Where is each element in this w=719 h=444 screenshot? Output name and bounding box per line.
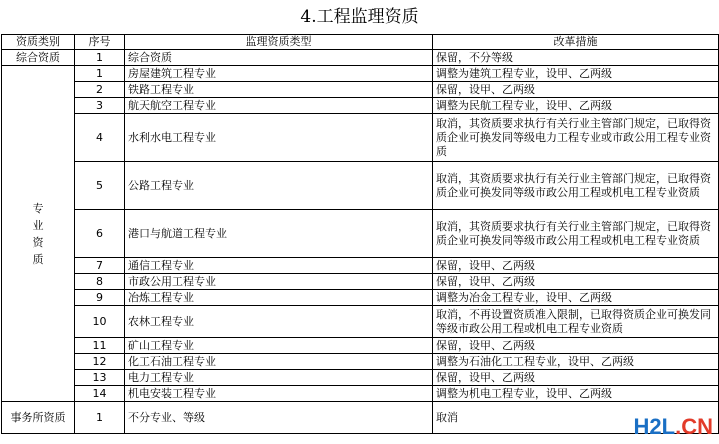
row-number: 9 [75,290,125,306]
category-label: 专业资质 [32,201,44,266]
row-number: 1 [75,66,125,82]
table-row [2,50,719,66]
header-category: 资质类别 [2,35,75,50]
qualification-type: 公路工程专业 [125,162,433,210]
qualification-type: 冶炼工程专业 [125,290,433,306]
qualification-type: 水利水电工程专业 [125,114,433,162]
table-row [2,370,719,386]
reform-measure: 调整为石油化工工程专业，设甲、乙两级 [433,354,719,370]
table-row [2,274,719,290]
reform-measure: 保留，设甲、乙两级 [433,274,719,290]
table-row [2,66,719,82]
row-number: 1 [75,402,125,434]
category-label: 事务所资质 [10,410,66,424]
row-number: 6 [75,210,125,258]
category-label: 综合资质 [16,50,60,64]
table-row [2,290,719,306]
row-number: 11 [75,338,125,354]
row-number: 12 [75,354,125,370]
qualification-type: 港口与航道工程专业 [125,210,433,258]
table-row [2,386,719,402]
table-row [2,82,719,98]
table-row [2,258,719,274]
row-number: 7 [75,258,125,274]
reform-measure: 保留，不分等级 [433,50,719,66]
table-body [2,50,719,434]
table-row [2,114,719,162]
reform-measure: 保留，设甲、乙两级 [433,338,719,354]
row-number: 14 [75,386,125,402]
qualification-type: 市政公用工程专业 [125,274,433,290]
reform-measure: 调整为冶金工程专业，设甲、乙两级 [433,290,719,306]
table-row [2,210,719,258]
table-row [2,354,719,370]
row-number: 3 [75,98,125,114]
reform-measure: 保留，设甲、乙两级 [433,258,719,274]
header-type: 监理资质类型 [125,35,433,50]
reform-measure: 取消，其资质要求执行有关行业主管部门规定，已取得资质企业可换发同等级市政公用工程或机电工程专业资质 [433,210,719,258]
row-number: 10 [75,306,125,338]
qualification-type: 航天航空工程专业 [125,98,433,114]
qualification-type: 通信工程专业 [125,258,433,274]
site-watermark: H2L.CN [633,414,713,439]
document-title: 4.工程监理资质 [300,7,419,27]
row-number: 4 [75,114,125,162]
reform-measure: 保留，设甲、乙两级 [433,82,719,98]
qualification-type: 电力工程专业 [125,370,433,386]
qualification-type: 综合资质 [125,50,433,66]
qualification-type: 机电安装工程专业 [125,386,433,402]
reform-measure: 保留，设甲、乙两级 [433,370,719,386]
qualification-type: 化工石油工程专业 [125,354,433,370]
reform-measure: 调整为民航工程专业，设甲、乙两级 [433,98,719,114]
reform-measure: 调整为建筑工程专业，设甲、乙两级 [433,66,719,82]
row-number: 8 [75,274,125,290]
row-number: 5 [75,162,125,210]
category-professional [2,66,75,402]
qualification-type: 矿山工程专业 [125,338,433,354]
reform-measure: 调整为机电工程专业，设甲、乙两级 [433,386,719,402]
qualification-type: 农林工程专业 [125,306,433,338]
table-row [2,98,719,114]
header-number: 序号 [75,35,125,50]
category-firm [2,402,75,434]
qualification-type: 不分专业、等级 [125,402,433,434]
reform-measure: 取消 [433,402,719,434]
reform-measure: 取消，其资质要求执行有关行业主管部门规定，已取得资质企业可换发同等级市政公用工程或机电工程专业资质 [433,162,719,210]
header-reform: 改革措施 [433,35,719,50]
row-number: 13 [75,370,125,386]
qualification-type: 铁路工程专业 [125,82,433,98]
table-row [2,306,719,338]
table-row [2,402,719,434]
row-number: 2 [75,82,125,98]
qualification-type: 房屋建筑工程专业 [125,66,433,82]
table-row [2,338,719,354]
supervision-qualification-table [1,34,719,434]
row-number: 1 [75,50,125,66]
header-row [2,35,719,50]
reform-measure: 取消，其资质要求执行有关行业主管部门规定，已取得资质企业可换发同等级电力工程专业或市政公用工程专业资质 [433,114,719,162]
table-row [2,162,719,210]
category-comprehensive [2,50,75,66]
reform-measure: 取消，不再设置资质准入限制，已取得资质企业可换发同等级市政公用工程或机电工程专业资质 [433,306,719,338]
